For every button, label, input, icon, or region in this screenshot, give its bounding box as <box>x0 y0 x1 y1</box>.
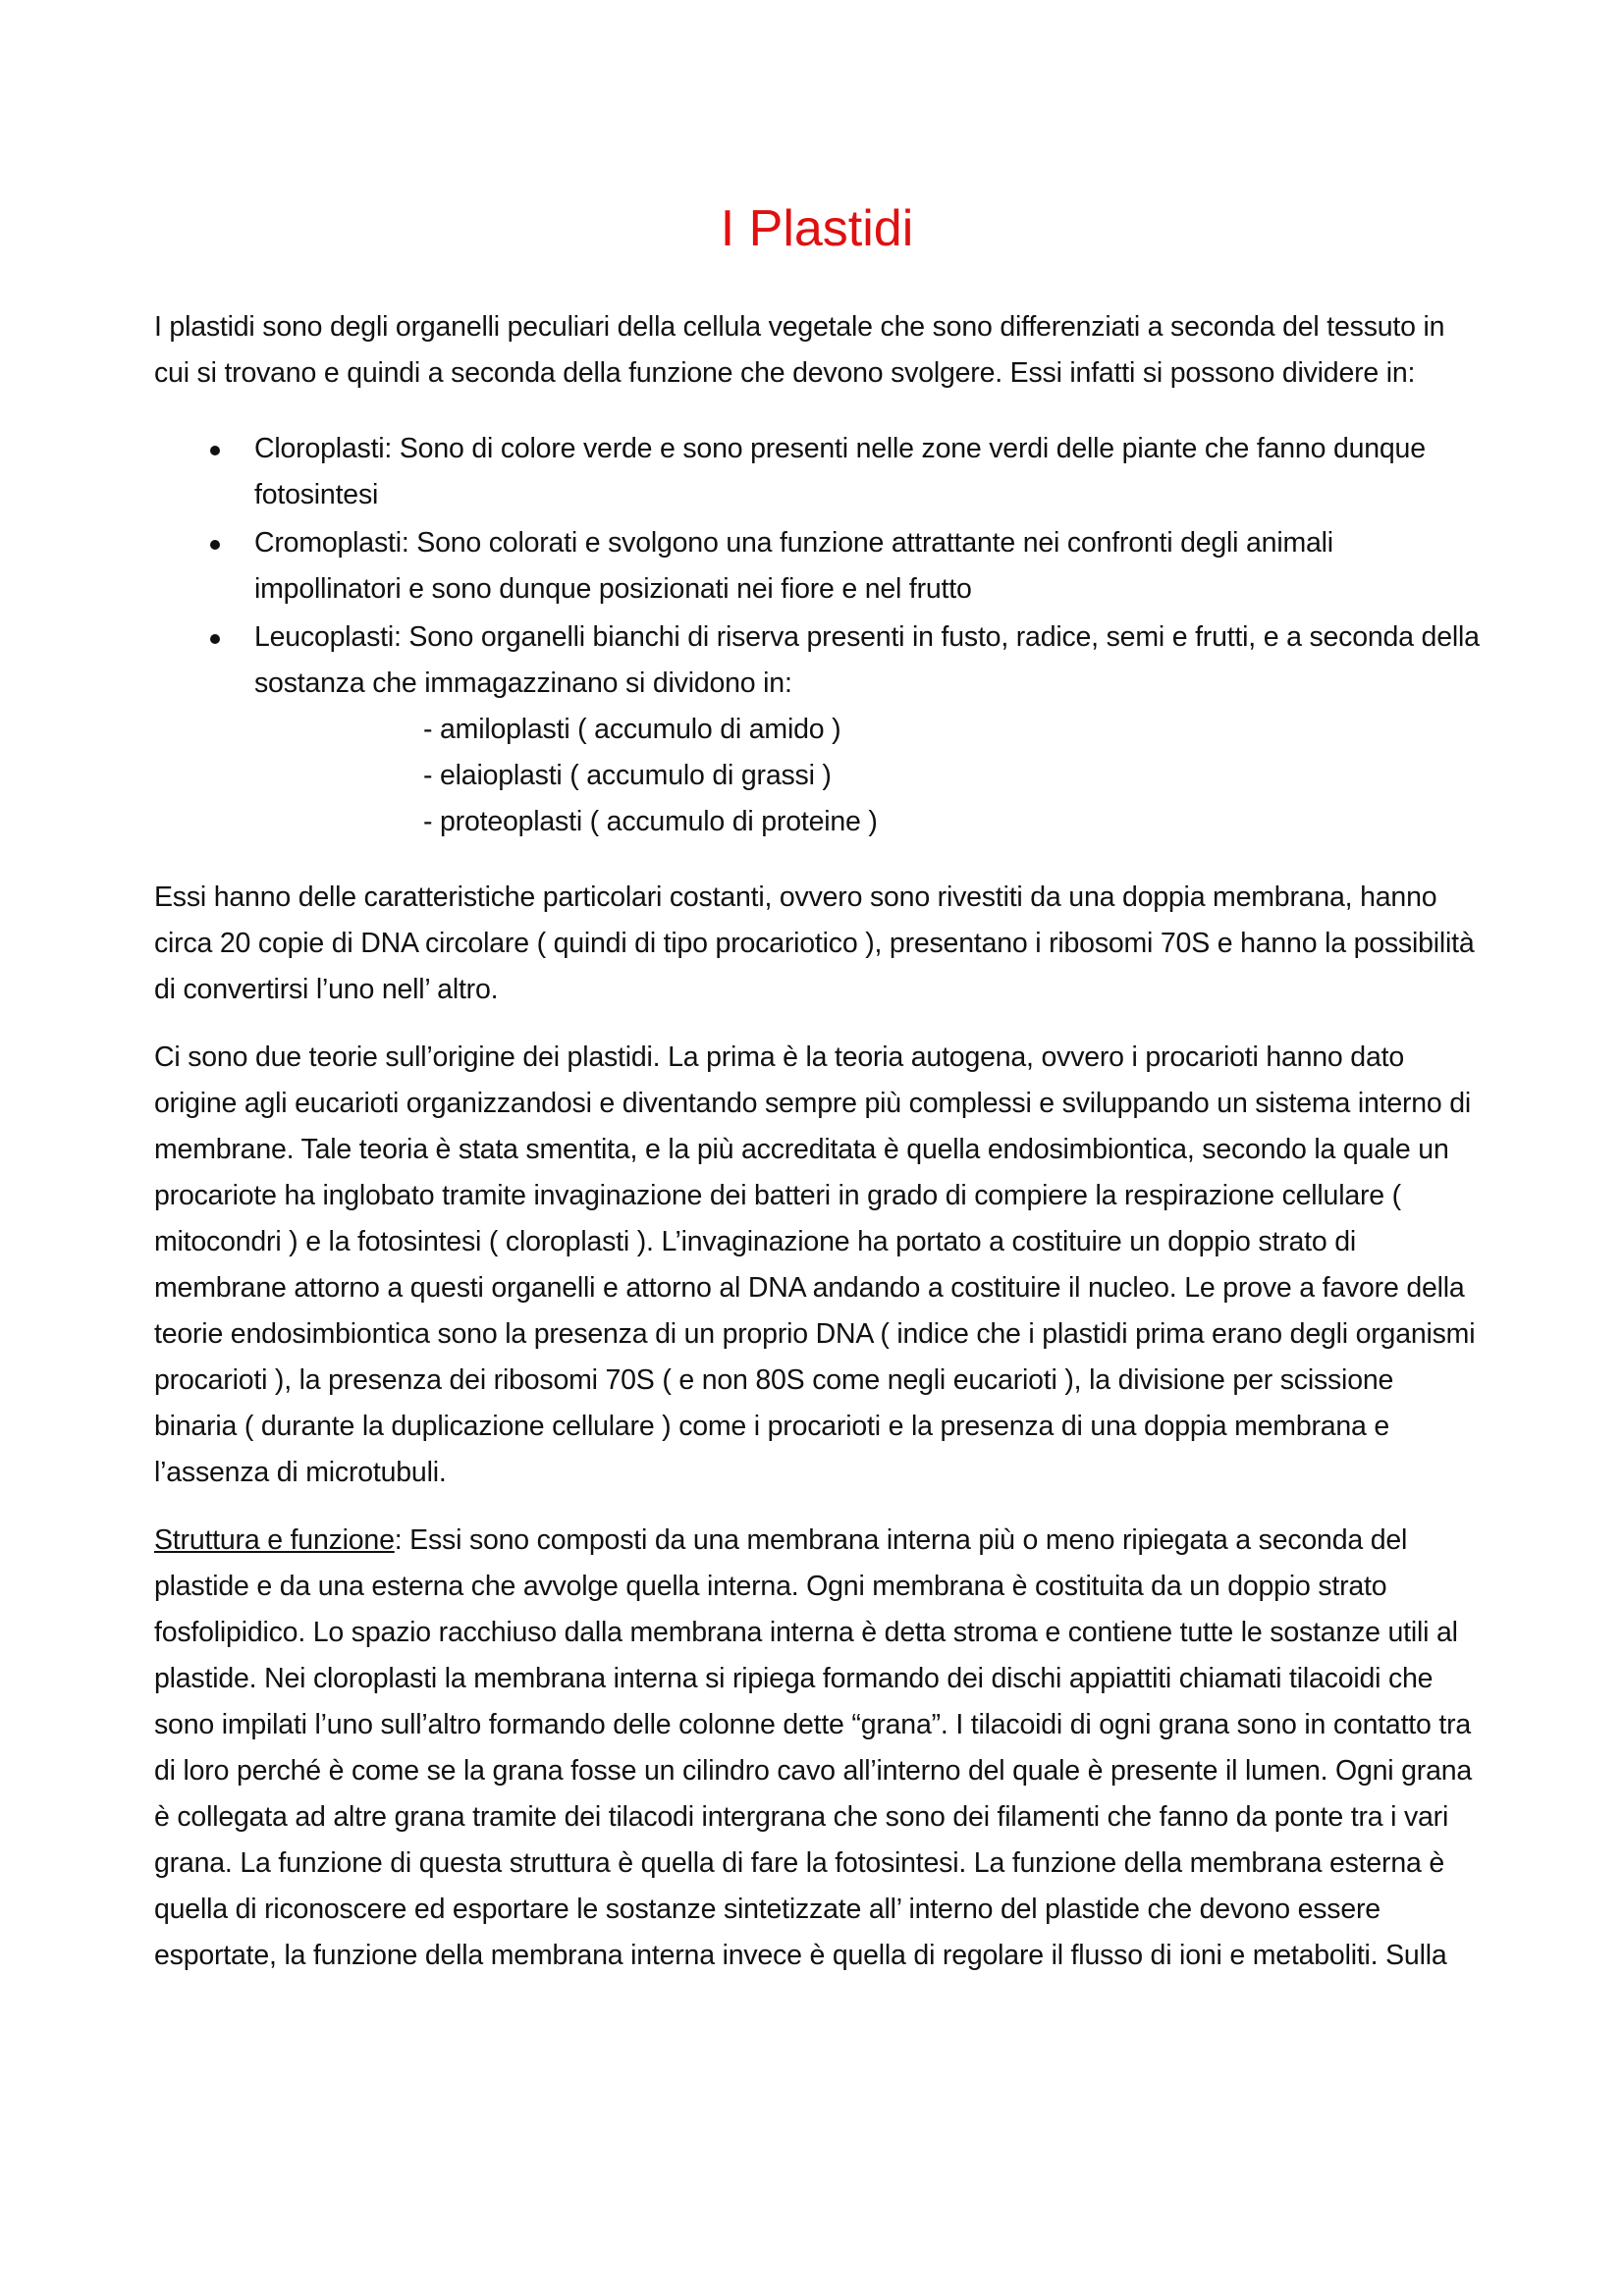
list-item-text: Cromoplasti: Sono colorati e svolgono una funzione attrattante nei confronti degli animali impollinatori e sono dunque posizionati nei fiore e nel frutto <box>254 527 1333 606</box>
list-item-text: Cloroplasti: Sono di colore verde e sono presenti nelle zone verdi delle piante che fanno dunque fotosintesi <box>254 433 1426 511</box>
document-page <box>154 201 1480 2001</box>
structure-heading: Struttura e funzione <box>154 1524 395 1557</box>
sublist-item: - elaioplasti ( accumulo di grassi ) <box>423 760 832 792</box>
bullet-icon <box>210 634 220 644</box>
page-title: I Plastidi <box>720 200 914 257</box>
list-item-text: Leucoplasti: Sono organelli bianchi di riserva presenti in fusto, radice, semi e frutti, e a seconda della sostanza che immagazzinano si dividono in: <box>254 621 1480 700</box>
list-item <box>154 614 1480 845</box>
origin-paragraph: Ci sono due teorie sull’origine dei plastidi. La prima è la teoria autogena, ovvero i procarioti hanno dato origine agli eucarioti organizzandosi e diventando sempre più complessi e sviluppando un sistema interno di membrane. Tale teoria è stata smentita, e la più accreditata è quella endosimbiontica, secondo la quale un procariote ha inglobato tramite invaginazione dei batteri in grado di compiere la respirazione cellulare ( mitocondri ) e la fotosintesi ( cloroplasti ). L’invaginazione ha portato a costituire un doppio strato di membrane attorno a questi organelli e attorno al DNA andando a costituire il nucleo. Le prove a favore della teorie endosimbiontica sono la presenza di un proprio DNA ( indice che i plastidi prima erano degli organismi procarioti ), la presenza dei ribosomi 70S ( e non 80S come negli eucarioti ), la divisione per scissione binaria ( durante la duplicazione cellulare ) come i procarioti e la presenza di una doppia membrana e l’assenza di microtubuli. <box>154 1041 1476 1489</box>
structure-body: : Essi sono composti da una membrana interna più o meno ripiegata a seconda del plastide e da una esterna che avvolge quella interna. Ogni membrana è costituita da un doppio strato fosfolipidico. Lo spazio racchiuso dalla membrana interna è detta stroma e contiene tutte le sostanze utili al plastide. Nei cloroplasti la membrana interna si ripiega formando dei dischi appiattiti chiamati tilacoidi che sono impilati l’uno sull’altro formando delle colonne dette “grana”. I tilacoidi di ogni grana sono in contatto tra di loro perché è come se la grana fosse un cilindro cavo all’interno del quale è presente il lumen. Ogni grana è collegata ad altre grana tramite dei tilacodi intergrana che sono dei filamenti che fanno da ponte tra i vari grana. La funzione di questa struttura è quella di fare la fotosintesi. La funzione della membrana esterna è quella di riconoscere ed esportare le sostanze sintetizzate all’ interno del plastide che devono essere esportate, la funzione della membrana interna invece è quella di regolare il flusso di ioni e metaboliti. Sulla <box>154 1524 1473 1972</box>
sublist-item: - proteoplasti ( accumulo di proteine ) <box>423 806 878 838</box>
bullet-icon <box>210 540 220 550</box>
bullet-icon <box>210 446 220 455</box>
structure-paragraph <box>154 1518 1480 1979</box>
list-item <box>154 426 1480 518</box>
characteristics-paragraph: Essi hanno delle caratteristiche particolari costanti, ovvero sono rivestiti da una doppia membrana, hanno circa 20 copie di DNA circolare ( quindi di tipo procariotico ), presentano i ribosomi 70S e hanno la possibilità di convertirsi l’uno nell’ altro. <box>154 881 1475 1006</box>
plastid-types-list <box>154 426 1480 845</box>
list-item <box>154 520 1480 613</box>
intro-paragraph: I plastidi sono degli organelli peculiari della cellula vegetale che sono differenziati a seconda del tessuto in cui si trovano e quindi a seconda della funzione che devono svolgere. Essi infatti si possono dividere in: <box>154 311 1445 390</box>
leucoplast-types-list <box>254 707 1480 845</box>
sublist-item: - amiloplasti ( accumulo di amido ) <box>423 714 841 746</box>
